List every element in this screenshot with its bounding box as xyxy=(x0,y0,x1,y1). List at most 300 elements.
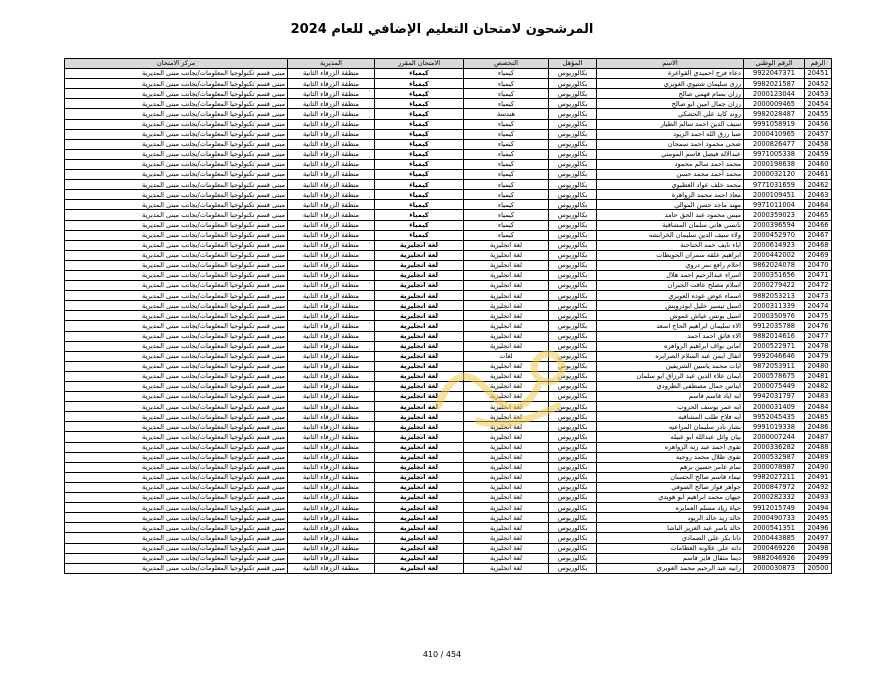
cell-specialization: لغة انجليزية xyxy=(464,392,549,402)
cell-national-id: 2000443885 xyxy=(744,533,805,543)
table-row xyxy=(65,472,832,482)
cell-exam-center: مبنى قسم تكنولوجيا المعلومات/بجانب مبنى المديرية xyxy=(65,533,288,543)
table-row xyxy=(65,139,832,149)
cell-qualification: بكالوريوس xyxy=(549,392,597,402)
cell-directorate: منطقة الزرقاء الثانية xyxy=(288,200,375,210)
cell-num: 20492 xyxy=(805,482,832,492)
table-row xyxy=(65,210,832,220)
cell-directorate: منطقة الزرقاء الثانية xyxy=(288,79,375,89)
cell-specialization: لغة انجليزية xyxy=(464,301,549,311)
cell-national-id: 2000123044 xyxy=(744,89,805,99)
cell-national-id: 2000311339 xyxy=(744,301,805,311)
cell-qualification: بكالوريوس xyxy=(549,533,597,543)
cell-exam-center: مبنى قسم تكنولوجيا المعلومات/بجانب مبنى المديرية xyxy=(65,493,288,503)
cell-exam-center: مبنى قسم تكنولوجيا المعلومات/بجانب مبنى المديرية xyxy=(65,553,288,563)
cell-num: 20482 xyxy=(805,382,832,392)
cell-national-id: 9991019338 xyxy=(744,422,805,432)
cell-exam: لغة انجليزية xyxy=(375,351,464,361)
cell-exam-center: مبنى قسم تكنولوجيا المعلومات/بجانب مبنى المديرية xyxy=(65,89,288,99)
cell-name: معاذ احمد محمد الزواهرة xyxy=(597,190,744,200)
cell-national-id: 2000032120 xyxy=(744,170,805,180)
page-title: المرشحون لامتحان التعليم الإضافي للعام 2024 xyxy=(290,22,594,37)
cell-exam-center: مبنى قسم تكنولوجيا المعلومات/بجانب مبنى المديرية xyxy=(65,69,288,79)
cell-national-id: 2000396594 xyxy=(744,220,805,230)
table-row xyxy=(65,402,832,412)
cell-specialization: لغة انجليزية xyxy=(464,281,549,291)
cell-directorate: منطقة الزرقاء الثانية xyxy=(288,220,375,230)
cell-num: 20466 xyxy=(805,220,832,230)
cell-national-id: 2000336282 xyxy=(744,442,805,452)
cell-name: رزان جمال امين ابو صالح xyxy=(597,99,744,109)
cell-qualification: بكالوريوس xyxy=(549,200,597,210)
cell-specialization: لغة انجليزية xyxy=(464,442,549,452)
cell-directorate: منطقة الزرقاء الثانية xyxy=(288,503,375,513)
cell-num: 20491 xyxy=(805,472,832,482)
cell-exam: لغة انجليزية xyxy=(375,503,464,513)
cell-specialization: لغة انجليزية xyxy=(464,371,549,381)
cell-exam-center: مبنى قسم تكنولوجيا المعلومات/بجانب مبنى المديرية xyxy=(65,139,288,149)
cell-exam-center: مبنى قسم تكنولوجيا المعلومات/بجانب مبنى المديرية xyxy=(65,291,288,301)
cell-name: تقوى طلال محمد روحيه xyxy=(597,452,744,462)
cell-directorate: منطقة الزرقاء الثانية xyxy=(288,69,375,79)
cell-national-id: 9971005338 xyxy=(744,149,805,159)
cell-name: الاء فائق احمد احمد xyxy=(597,331,744,341)
cell-name: محمد خلف عواد العطيوي xyxy=(597,180,744,190)
cell-num: 20497 xyxy=(805,533,832,543)
cell-name: اسيل يونس عياش عموش xyxy=(597,311,744,321)
cell-specialization: لغة انجليزية xyxy=(464,402,549,412)
cell-specialization: كيمياء xyxy=(464,149,549,159)
cell-name: اسيل تيسير خليل ابودرويش xyxy=(597,301,744,311)
table-row xyxy=(65,301,832,311)
cell-exam-center: مبنى قسم تكنولوجيا المعلومات/بجانب مبنى المديرية xyxy=(65,230,288,240)
cell-num: 20487 xyxy=(805,432,832,442)
cell-num: 20481 xyxy=(805,371,832,381)
cell-exam: كيمياء xyxy=(375,170,464,180)
cell-exam: لغة انجليزية xyxy=(375,270,464,280)
cell-national-id: 2000078987 xyxy=(744,462,805,472)
cell-exam-center: مبنى قسم تكنولوجيا المعلومات/بجانب مبنى المديرية xyxy=(65,361,288,371)
cell-exam-center: مبنى قسم تكنولوجيا المعلومات/بجانب مبنى المديرية xyxy=(65,109,288,119)
cell-name: ديما مثقال فايز قاسم xyxy=(597,553,744,563)
cell-qualification: بكالوريوس xyxy=(549,442,597,452)
cell-specialization: لغة انجليزية xyxy=(464,412,549,422)
table-row xyxy=(65,533,832,543)
cell-exam: لغة انجليزية xyxy=(375,281,464,291)
table-row xyxy=(65,442,832,452)
cell-national-id: 2000198638 xyxy=(744,159,805,169)
cell-national-id: 9862024078 xyxy=(744,260,805,270)
cell-qualification: بكالوريوس xyxy=(549,109,597,119)
cell-specialization: لغة انجليزية xyxy=(464,513,549,523)
cell-name: جواهر فواز صالح الصوفي xyxy=(597,482,744,492)
cell-exam-center: مبنى قسم تكنولوجيا المعلومات/بجانب مبنى المديرية xyxy=(65,129,288,139)
cell-national-id: 9982021587 xyxy=(744,79,805,89)
cell-exam-center: مبنى قسم تكنولوجيا المعلومات/بجانب مبنى المديرية xyxy=(65,543,288,553)
cell-specialization: كيمياء xyxy=(464,89,549,99)
table-row xyxy=(65,513,832,523)
cell-directorate: منطقة الزرقاء الثانية xyxy=(288,89,375,99)
candidates-table xyxy=(64,58,832,574)
table-row xyxy=(65,351,832,361)
cell-directorate: منطقة الزرقاء الثانية xyxy=(288,341,375,351)
table-row xyxy=(65,553,832,563)
cell-num: 20472 xyxy=(805,281,832,291)
cell-specialization: لغة انجليزية xyxy=(464,503,549,513)
cell-exam-center: مبنى قسم تكنولوجيا المعلومات/بجانب مبنى المديرية xyxy=(65,190,288,200)
table-row xyxy=(65,260,832,270)
cell-exam: كيمياء xyxy=(375,89,464,99)
cell-name: ميس محمود عبد الحق حامد xyxy=(597,210,744,220)
table-row xyxy=(65,422,832,432)
cell-exam: كيمياء xyxy=(375,99,464,109)
cell-name: محمد احمد سالم محمود xyxy=(597,159,744,169)
table-row xyxy=(65,190,832,200)
cell-num: 20465 xyxy=(805,210,832,220)
cell-qualification: بكالوريوس xyxy=(549,281,597,291)
cell-exam-center: مبنى قسم تكنولوجيا المعلومات/بجانب مبنى المديرية xyxy=(65,210,288,220)
cell-name: ايناس جمال مصطفى الطرودي xyxy=(597,382,744,392)
cell-name: اسراء عبدالرحيم احمد هلال xyxy=(597,270,744,280)
table-row xyxy=(65,69,832,79)
cell-specialization: لغات xyxy=(464,351,549,361)
cell-specialization: لغة انجليزية xyxy=(464,462,549,472)
cell-directorate: منطقة الزرقاء الثانية xyxy=(288,462,375,472)
cell-specialization: لغة انجليزية xyxy=(464,432,549,442)
cell-national-id: 9952045435 xyxy=(744,412,805,422)
cell-directorate: منطقة الزرقاء الثانية xyxy=(288,533,375,543)
cell-name: روند كايد علي الحشكي xyxy=(597,109,744,119)
cell-specialization: لغة انجليزية xyxy=(464,331,549,341)
cell-qualification: بكالوريوس xyxy=(549,119,597,129)
cell-national-id: 9922047371 xyxy=(744,69,805,79)
cell-exam: لغة انجليزية xyxy=(375,371,464,381)
cell-qualification: بكالوريوس xyxy=(549,210,597,220)
cell-directorate: منطقة الزرقاء الثانية xyxy=(288,230,375,240)
cell-national-id: 2000031409 xyxy=(744,402,805,412)
cell-exam: لغة انجليزية xyxy=(375,533,464,543)
cell-name: ايه عمر يوسف الحروب xyxy=(597,402,744,412)
cell-specialization: لغة انجليزية xyxy=(464,422,549,432)
cell-specialization: لغة انجليزية xyxy=(464,523,549,533)
cell-qualification: بكالوريوس xyxy=(549,382,597,392)
cell-num: 20454 xyxy=(805,99,832,109)
cell-national-id: 2000351656 xyxy=(744,270,805,280)
cell-exam: لغة انجليزية xyxy=(375,311,464,321)
cell-name: ابراهيم علقه سمران الحويطات xyxy=(597,250,744,260)
cell-num: 20463 xyxy=(805,190,832,200)
cell-num: 20461 xyxy=(805,170,832,180)
cell-exam: لغة انجليزية xyxy=(375,563,464,573)
cell-qualification: بكالوريوس xyxy=(549,89,597,99)
header-exam-center: مركز الامتحان xyxy=(65,59,288,69)
table-row xyxy=(65,200,832,210)
cell-name: الاء سليمان ابراهيم الحاج اسعد xyxy=(597,321,744,331)
table-row xyxy=(65,250,832,260)
table-row xyxy=(65,523,832,533)
table-row xyxy=(65,89,832,99)
cell-name: دانا بكر علي الصمادي xyxy=(597,533,744,543)
cell-exam: لغة انجليزية xyxy=(375,523,464,533)
cell-specialization: لغة انجليزية xyxy=(464,311,549,321)
cell-exam-center: مبنى قسم تكنولوجيا المعلومات/بجانب مبنى المديرية xyxy=(65,119,288,129)
cell-directorate: منطقة الزرقاء الثانية xyxy=(288,250,375,260)
cell-qualification: بكالوريوس xyxy=(549,482,597,492)
cell-specialization: كيمياء xyxy=(464,159,549,169)
cell-specialization: لغة انجليزية xyxy=(464,563,549,573)
cell-national-id: 9992046646 xyxy=(744,351,805,361)
table-row xyxy=(65,119,832,129)
cell-qualification: بكالوريوس xyxy=(549,240,597,250)
cell-specialization: لغة انجليزية xyxy=(464,240,549,250)
table-row xyxy=(65,291,832,301)
cell-qualification: بكالوريوس xyxy=(549,220,597,230)
table-row xyxy=(65,503,832,513)
cell-num: 20479 xyxy=(805,351,832,361)
cell-specialization: لغة انجليزية xyxy=(464,472,549,482)
cell-qualification: بكالوريوس xyxy=(549,493,597,503)
cell-exam-center: مبنى قسم تكنولوجيا المعلومات/بجانب مبنى المديرية xyxy=(65,170,288,180)
cell-exam-center: مبنى قسم تكنولوجيا المعلومات/بجانب مبنى المديرية xyxy=(65,301,288,311)
table-row xyxy=(65,392,832,402)
cell-specialization: هندسة xyxy=(464,109,549,119)
cell-exam: كيمياء xyxy=(375,109,464,119)
cell-national-id: 2000490733 xyxy=(744,513,805,523)
cell-national-id: 2000109451 xyxy=(744,190,805,200)
table-row xyxy=(65,270,832,280)
cell-exam: كيمياء xyxy=(375,220,464,230)
cell-name: ايات محمد ياسين الشريفين xyxy=(597,361,744,371)
cell-num: 20451 xyxy=(805,69,832,79)
cell-qualification: بكالوريوس xyxy=(549,523,597,533)
cell-directorate: منطقة الزرقاء الثانية xyxy=(288,432,375,442)
cell-exam-center: مبنى قسم تكنولوجيا المعلومات/بجانب مبنى المديرية xyxy=(65,382,288,392)
cell-num: 20462 xyxy=(805,180,832,190)
cell-national-id: 9882046926 xyxy=(744,553,805,563)
cell-exam: لغة انجليزية xyxy=(375,402,464,412)
cell-national-id: 2000522971 xyxy=(744,341,805,351)
cell-exam-center: مبنى قسم تكنولوجيا المعلومات/بجانب مبنى المديرية xyxy=(65,412,288,422)
table-row xyxy=(65,543,832,553)
cell-specialization: كيمياء xyxy=(464,210,549,220)
cell-specialization: لغة انجليزية xyxy=(464,291,549,301)
cell-num: 20480 xyxy=(805,361,832,371)
cell-exam-center: مبنى قسم تكنولوجيا المعلومات/بجانب مبنى المديرية xyxy=(65,371,288,381)
cell-exam-center: مبنى قسم تكنولوجيا المعلومات/بجانب مبنى المديرية xyxy=(65,99,288,109)
cell-exam-center: مبنى قسم تكنولوجيا المعلومات/بجانب مبنى المديرية xyxy=(65,422,288,432)
cell-exam-center: مبنى قسم تكنولوجيا المعلومات/بجانب مبنى المديرية xyxy=(65,462,288,472)
cell-national-id: 2000359023 xyxy=(744,210,805,220)
cell-num: 20460 xyxy=(805,159,832,169)
cell-directorate: منطقة الزرقاء الثانية xyxy=(288,361,375,371)
table-row xyxy=(65,159,832,169)
cell-exam: كيمياء xyxy=(375,200,464,210)
cell-national-id: 9982028487 xyxy=(744,109,805,119)
cell-national-id: 2000075449 xyxy=(744,382,805,392)
cell-exam: لغة انجليزية xyxy=(375,291,464,301)
cell-specialization: لغة انجليزية xyxy=(464,482,549,492)
cell-qualification: بكالوريوس xyxy=(549,351,597,361)
cell-name: بشار نادر سليمان المراعيه xyxy=(597,422,744,432)
cell-specialization: كيمياء xyxy=(464,139,549,149)
cell-qualification: بكالوريوس xyxy=(549,553,597,563)
cell-directorate: منطقة الزرقاء الثانية xyxy=(288,493,375,503)
table-row xyxy=(65,371,832,381)
cell-exam-center: مبنى قسم تكنولوجيا المعلومات/بجانب مبنى المديرية xyxy=(65,260,288,270)
cell-exam: كيمياء xyxy=(375,230,464,240)
cell-num: 20489 xyxy=(805,452,832,462)
header-exam: الامتحان المقرر xyxy=(375,59,464,69)
cell-num: 20474 xyxy=(805,301,832,311)
cell-exam: لغة انجليزية xyxy=(375,462,464,472)
cell-exam: كيمياء xyxy=(375,79,464,89)
cell-exam: كيمياء xyxy=(375,119,464,129)
table-row xyxy=(65,99,832,109)
header-qualification: المؤهل xyxy=(549,59,597,69)
cell-national-id: 9912035788 xyxy=(744,321,805,331)
cell-exam: لغة انجليزية xyxy=(375,341,464,351)
cell-directorate: منطقة الزرقاء الثانية xyxy=(288,523,375,533)
cell-specialization: لغة انجليزية xyxy=(464,543,549,553)
cell-qualification: بكالوريوس xyxy=(549,291,597,301)
cell-exam: لغة انجليزية xyxy=(375,260,464,270)
table-row xyxy=(65,220,832,230)
cell-exam: لغة انجليزية xyxy=(375,553,464,563)
cell-qualification: بكالوريوس xyxy=(549,99,597,109)
header-directorate: المديرية xyxy=(288,59,375,69)
cell-exam: كيمياء xyxy=(375,149,464,159)
table-row xyxy=(65,240,832,250)
cell-name: ولاء سيف الدين سليمان الخرابشه xyxy=(597,230,744,240)
cell-exam: لغة انجليزية xyxy=(375,250,464,260)
cell-num: 20494 xyxy=(805,503,832,513)
cell-qualification: بكالوريوس xyxy=(549,129,597,139)
cell-specialization: كيمياء xyxy=(464,129,549,139)
cell-name: صبا رزق الله احمد الزيود xyxy=(597,129,744,139)
cell-directorate: منطقة الزرقاء الثانية xyxy=(288,129,375,139)
cell-exam-center: مبنى قسم تكنولوجيا المعلومات/بجانب مبنى المديرية xyxy=(65,351,288,361)
cell-name: تمام عامر حسين برهم xyxy=(597,462,744,472)
cell-national-id: 2000541351 xyxy=(744,523,805,533)
cell-national-id: 9771031659 xyxy=(744,180,805,190)
cell-exam: لغة انجليزية xyxy=(375,392,464,402)
cell-num: 20476 xyxy=(805,321,832,331)
cell-name: ايمان علاء الدين عبد الرزاق ابو سلمان xyxy=(597,371,744,381)
cell-national-id: 2000826477 xyxy=(744,139,805,149)
page-number: 410 / 454 xyxy=(422,650,462,659)
cell-num: 20459 xyxy=(805,149,832,159)
table-row xyxy=(65,462,832,472)
cell-specialization: كيمياء xyxy=(464,190,549,200)
table-row xyxy=(65,230,832,240)
cell-qualification: بكالوريوس xyxy=(549,341,597,351)
cell-num: 20484 xyxy=(805,402,832,412)
cell-name: مهند ماجد حسن الموالي xyxy=(597,200,744,210)
cell-name: رزى سليمان شتيوي الغويري xyxy=(597,79,744,89)
cell-exam-center: مبنى قسم تكنولوجيا المعلومات/بجانب مبنى المديرية xyxy=(65,270,288,280)
cell-num: 20453 xyxy=(805,89,832,99)
cell-exam: لغة انجليزية xyxy=(375,472,464,482)
cell-exam-center: مبنى قسم تكنولوجيا المعلومات/بجانب مبنى المديرية xyxy=(65,321,288,331)
table-row xyxy=(65,341,832,351)
cell-directorate: منطقة الزرقاء الثانية xyxy=(288,321,375,331)
cell-name: خالد زيد خالد الزيود xyxy=(597,513,744,523)
cell-qualification: بكالوريوس xyxy=(549,190,597,200)
cell-num: 20456 xyxy=(805,119,832,129)
cell-name: جيهان محمد ابراهيم ابو هويدي xyxy=(597,493,744,503)
cell-exam-center: مبنى قسم تكنولوجيا المعلومات/بجانب مبنى المديرية xyxy=(65,311,288,321)
cell-qualification: بكالوريوس xyxy=(549,452,597,462)
cell-num: 20500 xyxy=(805,563,832,573)
header-specialization: التخصص xyxy=(464,59,549,69)
cell-name: بيان وائل عبدالله ابو عبيله xyxy=(597,432,744,442)
cell-qualification: بكالوريوس xyxy=(549,331,597,341)
cell-qualification: بكالوريوس xyxy=(549,563,597,573)
cell-num: 20498 xyxy=(805,543,832,553)
cell-national-id: 2000282332 xyxy=(744,493,805,503)
cell-name: تيماء قاسم صالح الحسبان xyxy=(597,472,744,482)
cell-specialization: لغة انجليزية xyxy=(464,553,549,563)
cell-name: اسلام مصلح عاقت الجبران xyxy=(597,281,744,291)
cell-exam-center: مبنى قسم تكنولوجيا المعلومات/بجانب مبنى المديرية xyxy=(65,392,288,402)
cell-national-id: 9991058919 xyxy=(744,119,805,129)
cell-qualification: بكالوريوس xyxy=(549,69,597,79)
cell-exam: لغة انجليزية xyxy=(375,422,464,432)
cell-national-id: 9882053213 xyxy=(744,291,805,301)
cell-qualification: بكالوريوس xyxy=(549,402,597,412)
cell-num: 20470 xyxy=(805,260,832,270)
header-national-id: الرقم الوطني xyxy=(744,59,805,69)
table-row xyxy=(65,412,832,422)
cell-directorate: منطقة الزرقاء الثانية xyxy=(288,139,375,149)
cell-qualification: بكالوريوس xyxy=(549,149,597,159)
cell-exam: كيمياء xyxy=(375,69,464,79)
cell-num: 20464 xyxy=(805,200,832,210)
cell-num: 20499 xyxy=(805,553,832,563)
cell-qualification: بكالوريوس xyxy=(549,270,597,280)
cell-national-id: 9882014616 xyxy=(744,331,805,341)
cell-national-id: 2000614923 xyxy=(744,240,805,250)
cell-exam: لغة انجليزية xyxy=(375,321,464,331)
cell-specialization: لغة انجليزية xyxy=(464,260,549,270)
cell-exam-center: مبنى قسم تكنولوجيا المعلومات/بجانب مبنى المديرية xyxy=(65,503,288,513)
cell-directorate: منطقة الزرقاء الثانية xyxy=(288,281,375,291)
cell-name: احلام رافع نمر دروي xyxy=(597,260,744,270)
cell-directorate: منطقة الزرقاء الثانية xyxy=(288,311,375,321)
table-row xyxy=(65,482,832,492)
cell-exam: لغة انجليزية xyxy=(375,412,464,422)
cell-national-id: 2000469226 xyxy=(744,543,805,553)
cell-num: 20471 xyxy=(805,270,832,280)
cell-exam: لغة انجليزية xyxy=(375,382,464,392)
cell-name: خالد ياسر عبد العزيز الباشا xyxy=(597,523,744,533)
cell-directorate: منطقة الزرقاء الثانية xyxy=(288,442,375,452)
cell-qualification: بكالوريوس xyxy=(549,513,597,523)
cell-exam: كيمياء xyxy=(375,129,464,139)
cell-exam: لغة انجليزية xyxy=(375,331,464,341)
cell-specialization: لغة انجليزية xyxy=(464,321,549,331)
cell-name: حياة زياد مسلم العمايره xyxy=(597,503,744,513)
cell-directorate: منطقة الزرقاء الثانية xyxy=(288,472,375,482)
cell-qualification: بكالوريوس xyxy=(549,170,597,180)
cell-qualification: بكالوريوس xyxy=(549,543,597,553)
cell-specialization: لغة انجليزية xyxy=(464,493,549,503)
cell-directorate: منطقة الزرقاء الثانية xyxy=(288,351,375,361)
cell-num: 20469 xyxy=(805,250,832,260)
cell-specialization: لغة انجليزية xyxy=(464,452,549,462)
cell-exam-center: مبنى قسم تكنولوجيا المعلومات/بجانب مبنى المديرية xyxy=(65,472,288,482)
cell-name: رزان بسام فهمي صالح xyxy=(597,89,744,99)
